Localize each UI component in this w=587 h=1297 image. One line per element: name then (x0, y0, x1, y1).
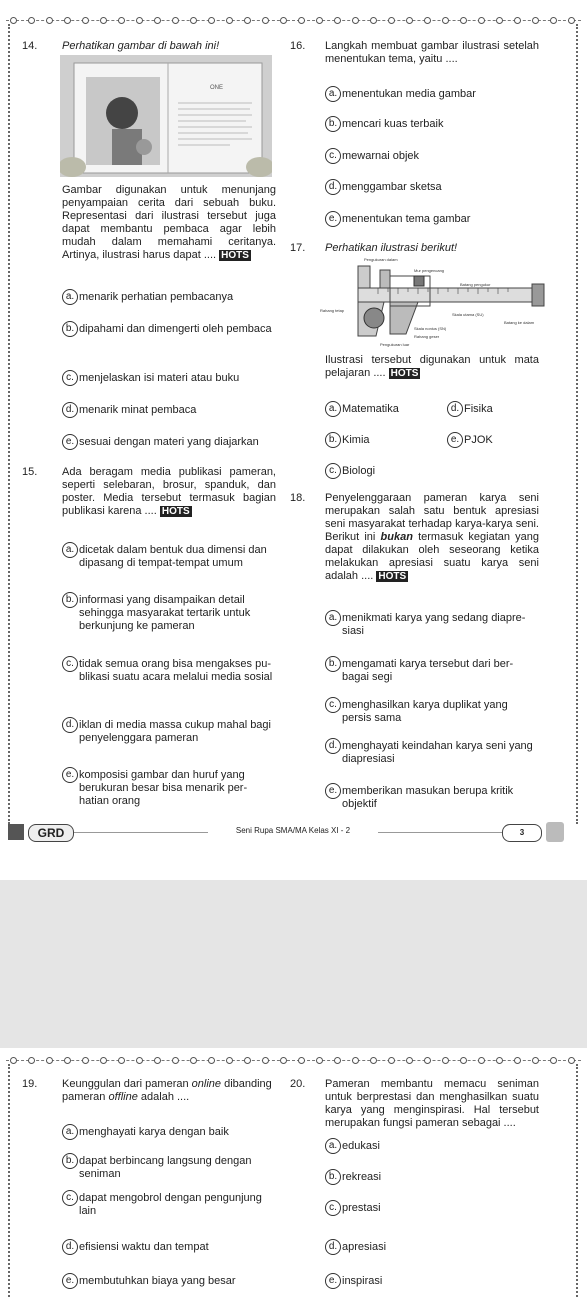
border-dot (100, 17, 107, 24)
hots-badge: HOTS (221, 250, 249, 261)
question-body: Penyelenggaraan pameran karya seni merupakan salah satu bentuk apresiasi seni masyarakat terhadap karya-karya seni. Berikut ini bukan termasuk kegiatan yang dapat dilakukan oleh seseorang ketika melakukan apresiasi suatu karya seni adalah .... HOTS (325, 492, 540, 582)
border-dot (262, 17, 269, 24)
border-dot (496, 1057, 503, 1064)
border-dot (406, 1057, 413, 1064)
ruler-icon (546, 822, 564, 842)
border-dot (316, 1057, 323, 1064)
border-dot (334, 17, 341, 24)
border-dot (100, 1057, 107, 1064)
question-number: 17. (290, 242, 306, 254)
border-dot (460, 1057, 467, 1064)
figure-label: Batang ke dalam (504, 320, 535, 325)
border-dot (154, 1057, 161, 1064)
border-dot (46, 17, 53, 24)
border-dot (208, 17, 215, 24)
figure-label: Skala nonius (SN) (414, 326, 447, 331)
border-dot (316, 17, 323, 24)
page-footer (8, 822, 578, 842)
question-body: Ada beragam media publikasi pameran, seperti selebaran, brosur, spanduk, dan poster. Media tersebut termasuk bagian publikasi karena .... HOTS (62, 466, 276, 517)
question-body: Pameran membantu memacu seniman untuk berprestasi dan menghasilkan suatu karya yang menginspirasi. Hal tersebut merupakan fungsi pameran sebagai .... (325, 1078, 539, 1129)
border-dot (172, 17, 179, 24)
worksheet-page-1: 14. Perhatikan gambar di bawah ini! ONE Gambar digunakan untuk menunjang penyampaian cerita dari sebuah buku. Representasi dari ilustrasi tersebut juga dapat membantu pembaca agar lebih mudah dalam memahami ceritanya. Artinya, ilustrasi harus dapat .... HOTS a. menarik perhatian pembacanya b. dipahami dan dimengerti oleh pembaca c. menjelaskan isi materi atau buku d. menarik minat pembaca e. sesuai dengan materi yang diajarkan 15. Ada beragam media publikasi pameran, seperti selebaran, brosur, spanduk, dan poster. Media tersebut termasuk bagian publikasi karena .... HOTS a. dicetak dalam bentuk dua dimensi dan dipasang di tempat-tempat umum b. informasi yang disampaikan detail sehingga masyarakat tertarik untuk berkunjung ke pameran c. tidak semua orang bisa mengakses pu-blikasi suatu acara melalui media sosial d. iklan di media massa cukup mahal bagi penyelenggara pameran e. komposisi gambar dan huruf yang berukuran besar bisa menarik per-hatian orang 16. Langkah membuat gambar ilustrasi setelah menentukan tema, yaitu .... a. menentukan media gambar b. mencari kuas terbaik c. mewarnai objek d. menggambar sketsa e. menentukan tema gambar 17. Perhatikan ilustrasi berikut! Pengukuran dalam Mur pengencang Batang pengukur Rahang tetap Skala utama (SU) Batang ke dalam Skala nonius (SN) Rahang geser Pengukuran luar Ilustrasi tersebut digunakan untuk mata pelajaran .... HOTS a. Matematika b. Kimia c. Biologi d. Fisika e. PJOK 18. Penyelenggaraan pameran karya seni merupakan salah satu bentuk apresiasi seni masyarakat terhadap karya-karya seni. Berikut ini bukan termasuk kegiatan yang dapat dilakukan oleh seseorang ketika melakukan apresiasi suatu karya seni adalah .... HOTS a. menikmati karya yang sedang diapre-siasi b. mengamati karya tersebut dari ber-bagai segi c. menghasilkan karya duplikat yang persis sama d. menghayati keindahan karya seni yang diapresiasi e. memberikan masukan berupa kritik objektif GRD Seni Rupa SMA/MA Kelas XI - 2 3 (0, 0, 587, 880)
border-dot (496, 17, 503, 24)
border-dot (568, 1057, 575, 1064)
question-number: 14. (22, 40, 38, 52)
border-dot (478, 17, 485, 24)
border-dot (28, 1057, 35, 1064)
question-number: 16. (290, 40, 306, 52)
border-dot (190, 17, 197, 24)
border-dot (46, 1057, 53, 1064)
border-dot (370, 1057, 377, 1064)
border-dot (226, 17, 233, 24)
question-body: Keunggulan dari pameran online dibanding pameran offline adalah .... (62, 1078, 272, 1103)
book-text: ONE (210, 85, 224, 91)
figure-label: Mur pengencang (414, 268, 445, 273)
border-dot (442, 1057, 449, 1064)
border-dot (442, 17, 449, 24)
question-number: 20. (290, 1078, 306, 1090)
border-dot (10, 1057, 17, 1064)
border-dot (478, 1057, 485, 1064)
hots-badge: HOTS (390, 368, 419, 379)
border-dot (388, 17, 395, 24)
border-dot (388, 1057, 395, 1064)
border-dot (136, 17, 143, 24)
border-dot (244, 1057, 251, 1064)
question-body: Gambar digunakan untuk menunjang penyampaian cerita dari sebuah buku. Representasi dari ilustrasi tersebut juga dapat membantu pembaca agar lebih mudah dalam memahami ceritanya. Artinya, ilustrasi harus dapat .... HOTS (62, 184, 276, 261)
border-dot (262, 1057, 269, 1064)
figure-label: Rahang tetap (320, 308, 345, 313)
publisher-logo: GRD (28, 824, 74, 842)
border-dot (550, 1057, 557, 1064)
border-dot (154, 17, 161, 24)
border-dot (10, 17, 17, 24)
border-dot (514, 1057, 521, 1064)
border-dot (226, 1057, 233, 1064)
border-dot (424, 17, 431, 24)
question-prompt: Perhatikan ilustrasi berikut! (325, 242, 458, 254)
border-dot (82, 17, 89, 24)
worksheet-page-2: 19. Keunggulan dari pameran online dibanding pameran offline adalah .... a. menghayati karya dengan baik b. dapat berbincang langsung dengan seniman c. dapat mengobrol dengan pengunjung lain d. efisiensi waktu dan tempat e. membutuhkan biaya yang besar 20. Pameran membantu memacu seniman untuk berprestasi dan menghasilkan suatu karya yang menginspirasi. Hal tersebut merupakan fungsi pameran sebagai .... a. edukasi b. rekreasi c. prestasi d. apresiasi e. inspirasi (0, 1048, 587, 1297)
border-dot (280, 17, 287, 24)
border-dot (298, 17, 305, 24)
border-dot (568, 17, 575, 24)
right-border (576, 1064, 578, 1297)
hots-badge: HOTS (378, 571, 407, 582)
border-dot (514, 17, 521, 24)
border-dot (352, 1057, 359, 1064)
border-dot (118, 1057, 125, 1064)
border-dot (406, 17, 413, 24)
book-icon (8, 824, 24, 840)
question-body: Ilustrasi tersebut digunakan untuk mata pelajaran .... HOTS (325, 354, 539, 379)
question-number: 19. (22, 1078, 38, 1090)
border-dot (208, 1057, 215, 1064)
border-dot (190, 1057, 197, 1064)
page-number: 3 (502, 824, 542, 842)
question-number: 15. (22, 466, 38, 478)
hots-badge: HOTS (161, 506, 190, 517)
figure-label: Skala utama (SU) (452, 312, 484, 317)
border-dot (118, 17, 125, 24)
border-dot (298, 1057, 305, 1064)
border-dot (64, 1057, 71, 1064)
border-dot (460, 17, 467, 24)
right-border (576, 24, 578, 824)
border-dot (244, 17, 251, 24)
border-dot (64, 17, 71, 24)
border-dot (334, 1057, 341, 1064)
top-border-decoration (6, 14, 581, 26)
figure-label: Rahang geser (414, 334, 440, 339)
border-dot (172, 1057, 179, 1064)
border-dot (370, 17, 377, 24)
border-dot (280, 1057, 287, 1064)
figure-label: Pengukuran dalam (364, 257, 398, 262)
question-body: Langkah membuat gambar ilustrasi setelah menentukan tema, yaitu .... (325, 40, 539, 65)
border-dot (424, 1057, 431, 1064)
border-dot (28, 17, 35, 24)
left-border (8, 24, 10, 824)
border-dot (532, 1057, 539, 1064)
figure-label: Batang pengukur (460, 282, 491, 287)
question-prompt: Perhatikan gambar di bawah ini! (62, 40, 220, 52)
border-dot (532, 17, 539, 24)
caliper-illustration (318, 256, 548, 348)
figure-label: Pengukuran luar (380, 342, 410, 347)
top-border-decoration (6, 1054, 581, 1066)
question-number: 18. (290, 492, 306, 504)
border-dot (82, 1057, 89, 1064)
border-dot (352, 17, 359, 24)
book-illustration-image (60, 55, 272, 177)
border-dot (550, 17, 557, 24)
border-dot (136, 1057, 143, 1064)
footer-title: Seni Rupa SMA/MA Kelas XI - 2 (208, 826, 378, 835)
left-border (8, 1064, 10, 1297)
